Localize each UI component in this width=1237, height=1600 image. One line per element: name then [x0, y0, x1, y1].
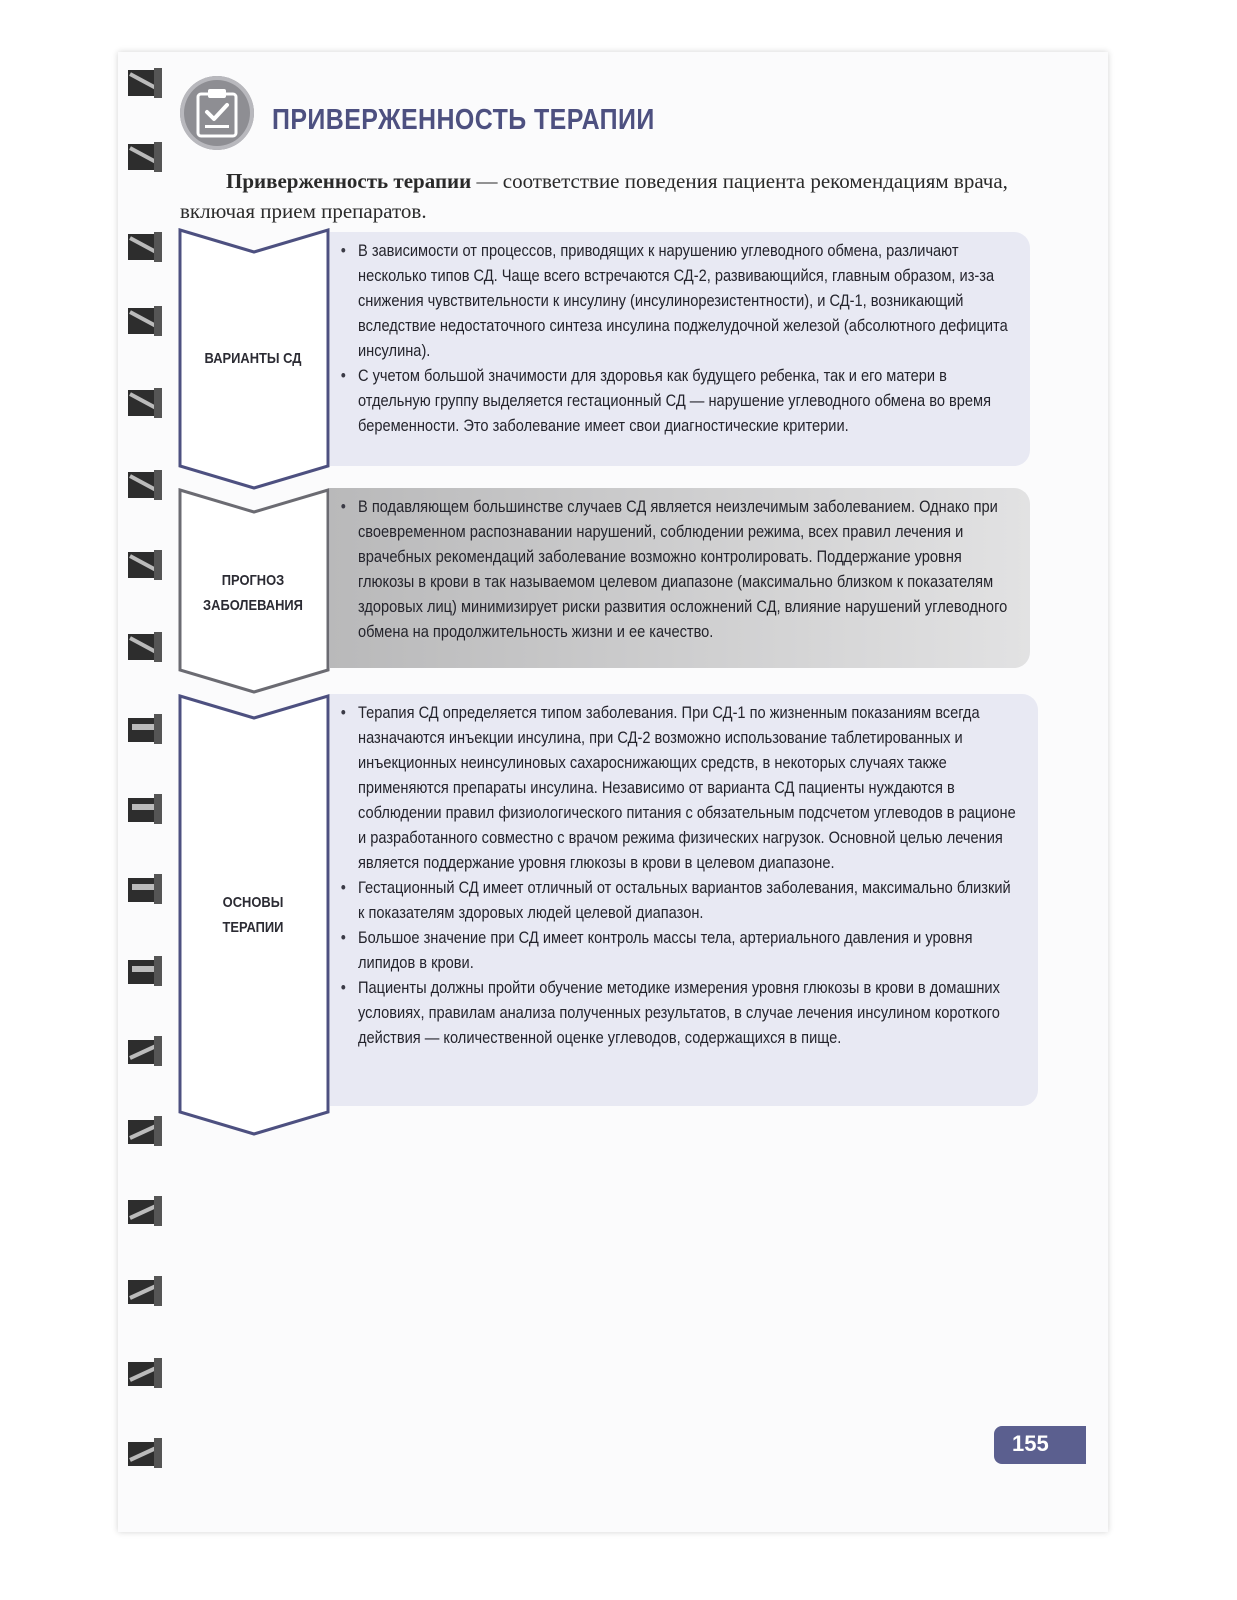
- binding-ring: [126, 954, 164, 990]
- list-item: • В зависимости от процессов, приводящих к нарушению углеводного обмена, различают несколько типов СД. Чаще всего встречаются СД-2, развивающийся, главным образом, из-за снижения чувствительности к инсулину (инсулинорезистентности), и СД-1, возникающий вследствие недостаточного синтеза инсулина поджелудочной железой (абсолютного дефицита инсулина).: [358, 238, 1012, 363]
- list-item: • В подавляющем большинстве случаев СД является неизлечимым заболеванием. Однако при своевременном распознавании нарушений, соблюдении режима, всех правил лечения и врачебных рекомендаций заболевание возможно контролировать. Поддержание уровня глюкозы в крови в так называемом целевом диапазоне (максимально близком к показателям здоровых лиц) минимизирует риски развития осложнений СД, влияние нарушений углеводного обмена на продолжительность жизни и ее качество.: [358, 494, 1012, 644]
- binding-ring: [126, 548, 164, 584]
- binding-ring: [126, 66, 164, 102]
- binding-ring: [126, 630, 164, 666]
- binding-ring: [126, 1356, 164, 1392]
- clipboard-check-icon: [180, 76, 254, 150]
- binding-ring: [126, 1194, 164, 1230]
- section-label-line: ПРОГНОЗ: [221, 572, 285, 589]
- binding-ring: [126, 468, 164, 504]
- section-content: [330, 488, 1030, 668]
- binding-ring: [126, 792, 164, 828]
- intro-term: Приверженность терапии: [226, 169, 472, 193]
- section-label: ВАРИАНТЫ СД: [204, 350, 302, 367]
- intro-definition: — соответствие поведения пациента рекомендациям врача, включая прием препаратов.: [180, 169, 1008, 223]
- section-label-line: ЗАБОЛЕВАНИЯ: [203, 597, 303, 614]
- section-content: [330, 694, 1038, 1106]
- list-item: • С учетом большой значимости для здоровья как будущего ребенка, так и его матери в отдельную группу выделяется гестационный СД — нарушение углеводного обмена во время беременности. Это заболевание имеет свои диагностические критерии.: [358, 363, 1012, 438]
- binding-ring: [126, 872, 164, 908]
- list-item: • Пациенты должны пройти обучение методике измерения уровня глюкозы в крови в домашних условиях, правилам анализа полученных результатов, в случае лечения инсулином короткого действия — количественной оценке углеводов, содержащихся в пище.: [358, 975, 1020, 1050]
- binding-ring: [126, 1114, 164, 1150]
- list-item: • Гестационный СД имеет отличный от остальных вариантов заболевания, максимально близкий к показателям здоровых людей целевой диапазон.: [358, 875, 1020, 925]
- binding-ring: [126, 304, 164, 340]
- page-number-tab: [994, 1426, 1086, 1464]
- list-item: • Большое значение при СД имеет контроль массы тела, артериального давления и уровня липидов в крови.: [358, 925, 1020, 975]
- spiral-binding: [126, 60, 172, 1520]
- binding-ring: [126, 1436, 164, 1472]
- page-title: ПРИВЕРЖЕННОСТЬ ТЕРАПИИ: [272, 104, 655, 136]
- intro-paragraph: [180, 166, 1040, 226]
- section-content: [330, 232, 1030, 466]
- page-number: 155: [1012, 1431, 1049, 1456]
- binding-ring: [126, 712, 164, 748]
- binding-ring: [126, 1034, 164, 1070]
- binding-ring: [126, 1274, 164, 1310]
- section-label-line: ОСНОВЫ: [222, 894, 284, 911]
- binding-ring: [126, 230, 164, 266]
- section-label-line: ТЕРАПИИ: [222, 919, 284, 936]
- binding-ring: [126, 386, 164, 422]
- binding-ring: [126, 140, 164, 176]
- list-item: • Терапия СД определяется типом заболевания. При СД-1 по жизненным показаниям всегда назначаются инъекции инсулина, при СД-2 возможно использование таблетированных и инъекционных неинсулиновых сахароснижающих средств, в некоторых случаях также применяются препараты инсулина. Независимо от варианта СД пациенты нуждаются в соблюдении правил физиологического питания с обязательным подсчетом углеводов в рационе и разработанного совместно с врачом режима физических нагрузок. Основной целью лечения является поддержание уровня глюкозы в крови в целевом диапазоне.: [358, 700, 1020, 875]
